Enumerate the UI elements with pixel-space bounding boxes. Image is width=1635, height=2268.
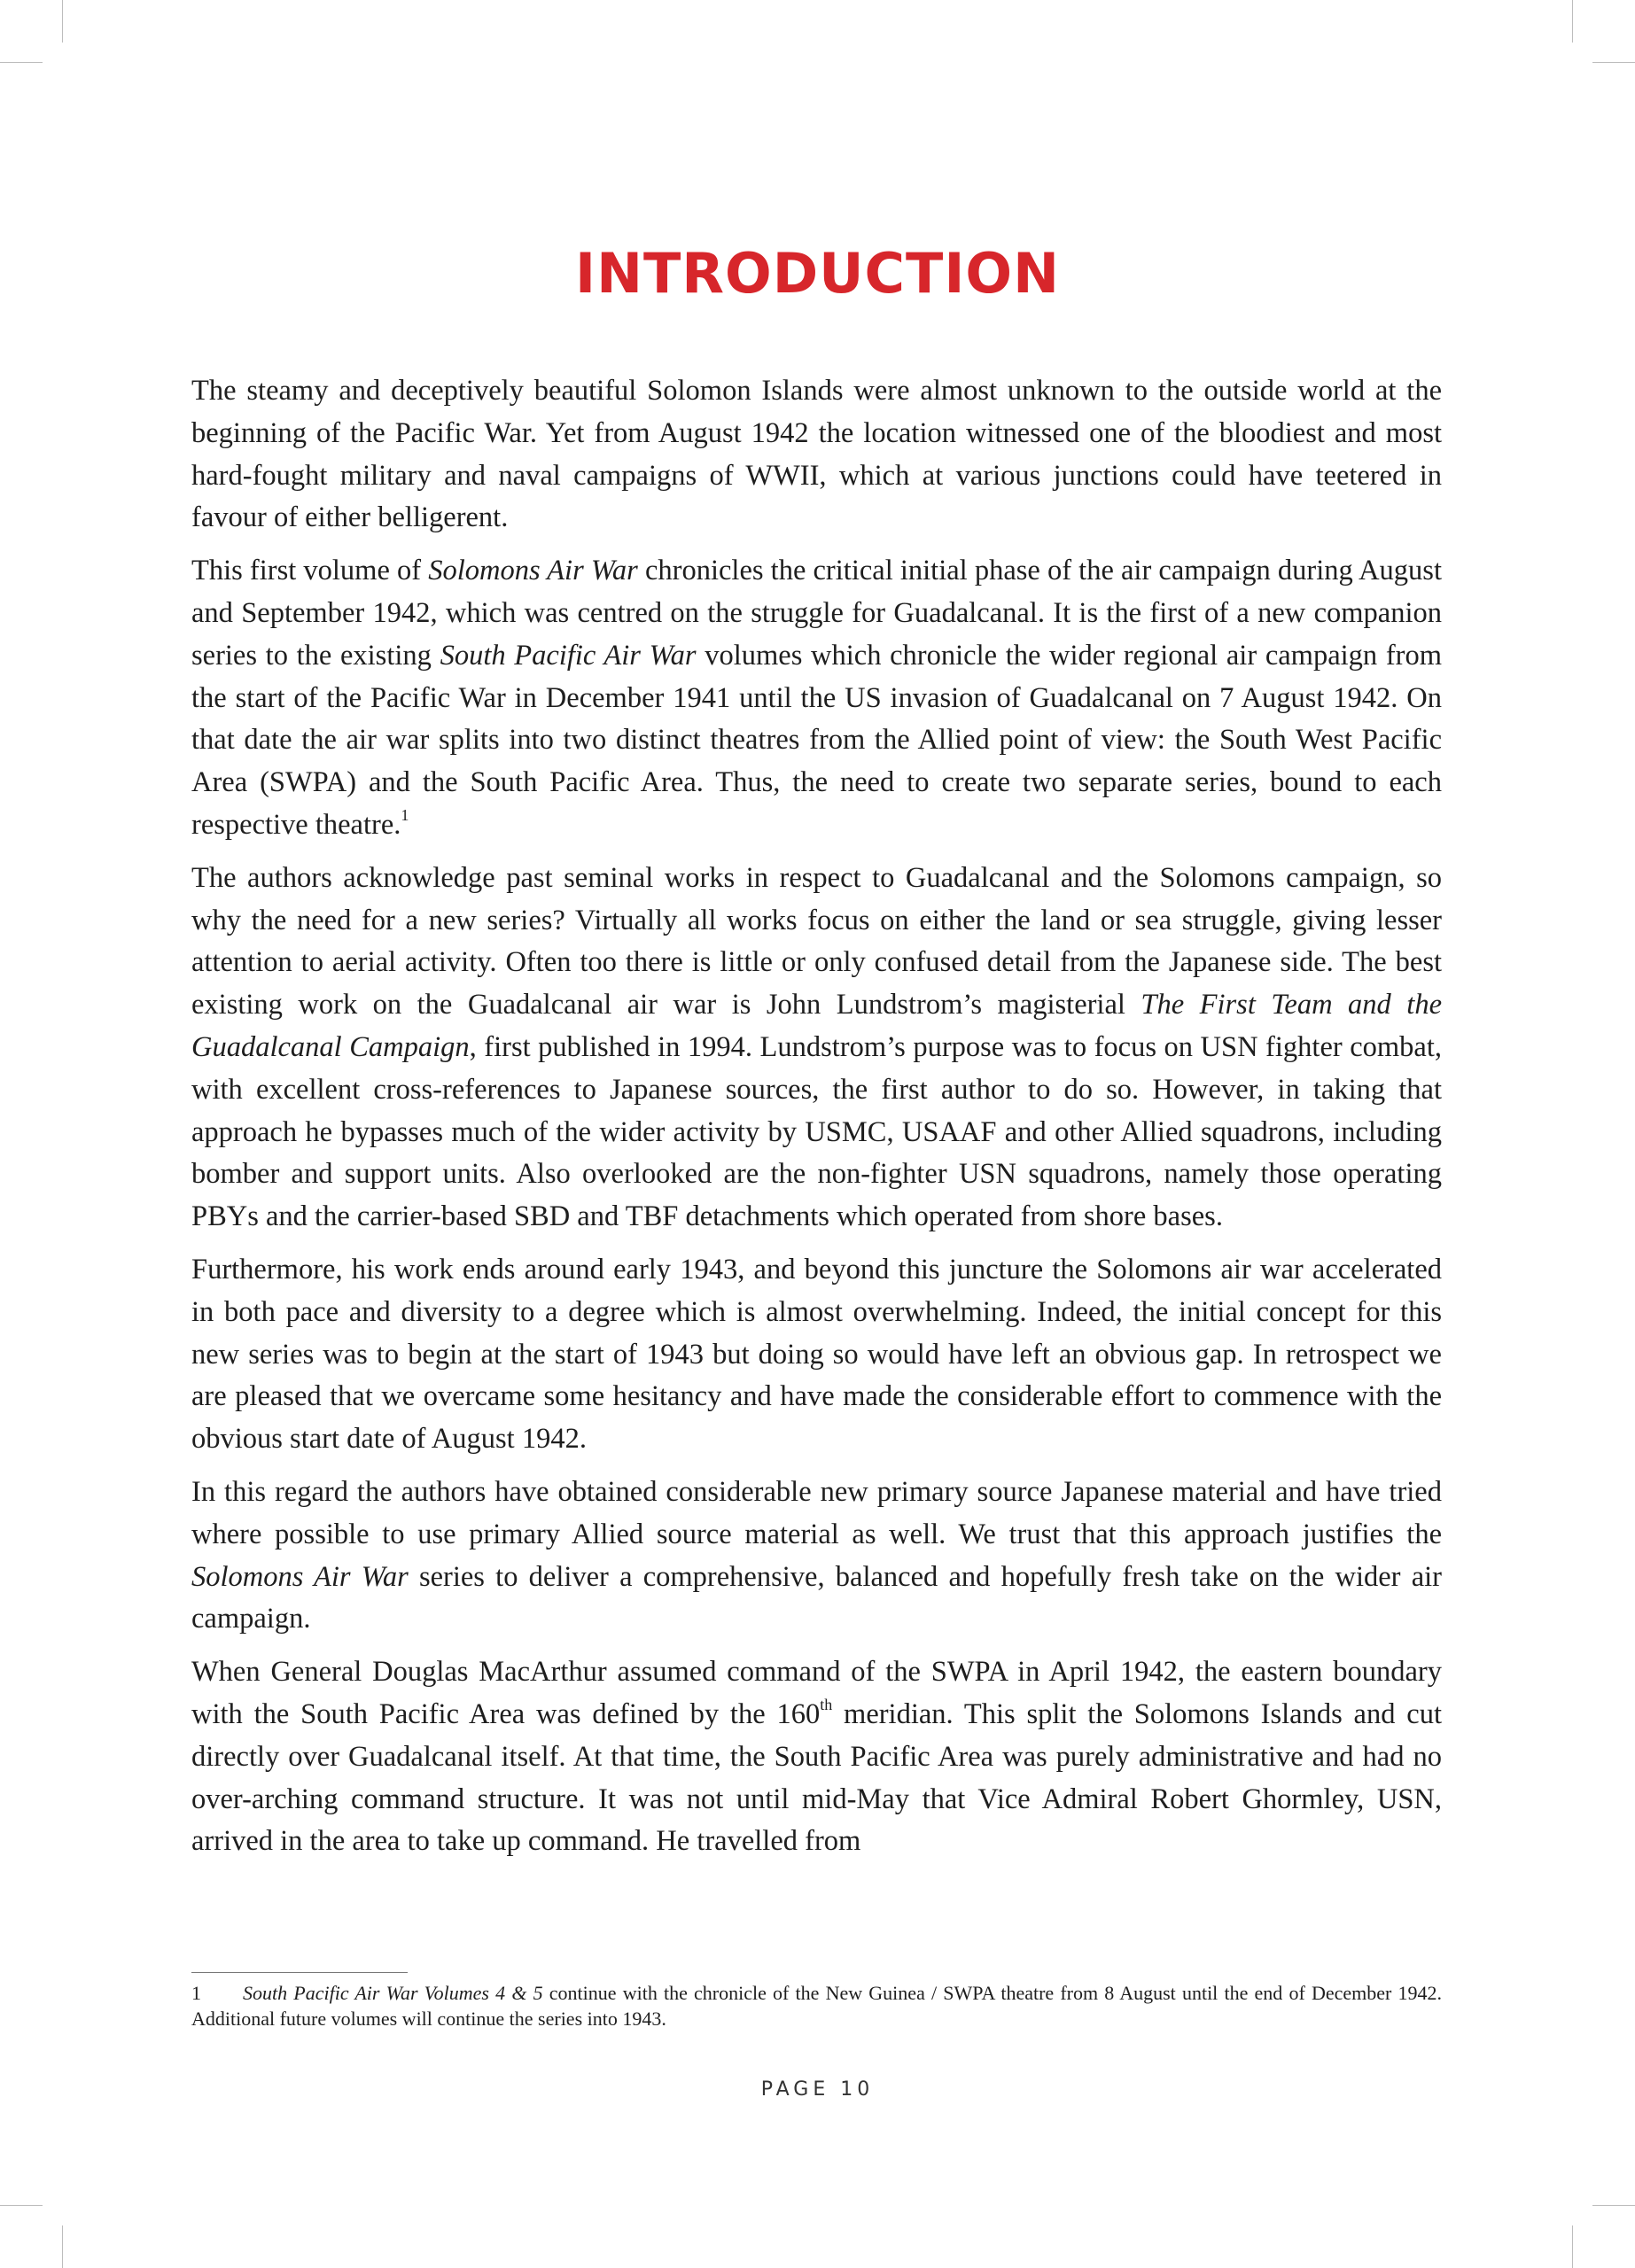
text-run: When General Douglas MacArthur assumed command of the SWPA in April 1942, the eastern boundary with the South Pacific Area was defined by the 160 (191, 1656, 1442, 1730)
crop-mark-bottom-left-h (0, 2205, 43, 2206)
paragraph-2 (191, 550, 1442, 847)
text-run: The authors acknowledge past seminal works in respect to Guadalcanal and the Solomons campaign, so why the need for a new series? Virtually all works focus on either the land or sea struggle, giving lesser attention to aerial activity. Often too there is little or only confused detail from the Japanese side. The best existing work on the Guadalcanal air war is John Lundstrom’s magisterial (191, 861, 1442, 1021)
paragraph-5 (191, 1472, 1442, 1641)
page-number: PAGE 10 (760, 2078, 875, 2101)
text-run: volumes which chronicle the wider regional air campaign from the start of the Pacific War in December 1941 until the US invasion of Guadalcanal on 7 August 1942. On that date the air war splits into two distinct theatres from the Allied point of view: the South West Pacific Area (SWPA) and the South Pacific Area. Thus, the need to create two separate series, bound to each respective theatre. (191, 639, 1442, 841)
paragraph-1: The steamy and deceptively beautiful Solomon Islands were almost unknown to the outside world at the beginning of the Pacific War. Yet from August 1942 the location witnessed one of the bloodiest and most hard-fought military and naval campaigns of WWII, which at various junctions could have teetered in favour of either belligerent. (191, 375, 1442, 534)
paragraph-4: Furthermore, his work ends around early 1943, and beyond this juncture the Solomons air war accelerated in both pace and diversity to a degree which is almost overwhelming. Indeed, the initial concept for this new series was to begin at the start of 1943 but doing so would have left an obvious gap. In retrospect we are pleased that we overcame some hesitancy and have made the considerable effort to commence with the obvious start date of August 1942. (191, 1253, 1442, 1456)
crop-mark-top-left-h (0, 62, 43, 63)
ordinal-suffix: th (820, 1696, 833, 1714)
body-text (191, 370, 1442, 1863)
crop-mark-top-right-h (1592, 62, 1635, 63)
paragraph-3 (191, 858, 1442, 1239)
crop-mark-top-left (62, 0, 63, 43)
crop-mark-bottom-left (62, 2225, 63, 2268)
footnote (191, 1980, 1442, 2031)
text-run: This first volume of (191, 555, 429, 587)
footnote-number: 1 (191, 1982, 201, 2004)
book-title: Solomons Air War (428, 555, 638, 587)
footnote-reference[interactable]: 1 (401, 806, 409, 825)
text-run: meridian. This split the Solomons Islands and cut directly over Guadalcanal itself. At that time, the South Pacific Area was purely administrative and had no over-arching command structure. It was not until mid-May that Vice Admiral Robert Ghormley, USN, arrived in the area to take up command. He travelled from (191, 1697, 1442, 1858)
text-run: In this regard the authors have obtained considerable new primary source Japanese material and have tried where possible to use primary Allied source material as well. We trust that this approach justifies the (191, 1475, 1442, 1550)
crop-mark-top-right (1572, 0, 1573, 43)
footnote-text: continue with the chronicle of the New Guinea / SWPA theatre from 8 August until the end of December 1942. Additional future volumes will continue the series into 1943. (191, 1982, 1442, 2030)
text-run: , first published in 1994. Lundstrom’s purpose was to focus on USN fighter combat, with excellent cross-references to Japanese sources, the first author to do so. However, in taking that approach he bypasses much of the wider activity by USMC, USAAF and other Allied squadrons, including bomber and support units. Also overlooked are the non-fighter USN squadrons, namely those operating PBYs and the carrier-based SBD and TBF detachments which operated from shore bases. (191, 1030, 1442, 1233)
footnote-divider (191, 1972, 408, 1973)
footnote-book-title: South Pacific Air War Volumes 4 & 5 (243, 1982, 543, 2004)
book-title: Solomons Air War (191, 1560, 409, 1593)
book-title: South Pacific Air War (440, 639, 697, 672)
book-title: The First Team and the Guadalcanal Campaign (191, 989, 1442, 1063)
crop-mark-bottom-right-h (1592, 2205, 1635, 2206)
crop-mark-bottom-right (1572, 2225, 1573, 2268)
text-run: chronicles the critical initial phase of the air campaign during August and September 1942, which was centred on the struggle for Guadalcanal. It is the first of a new companion series to the existing (191, 555, 1442, 672)
paragraph-6 (191, 1651, 1442, 1863)
page-title: INTRODUCTION (575, 241, 1060, 306)
text-run: series to deliver a comprehensive, balanced and hopefully fresh take on the wider air campaign. (191, 1560, 1442, 1635)
